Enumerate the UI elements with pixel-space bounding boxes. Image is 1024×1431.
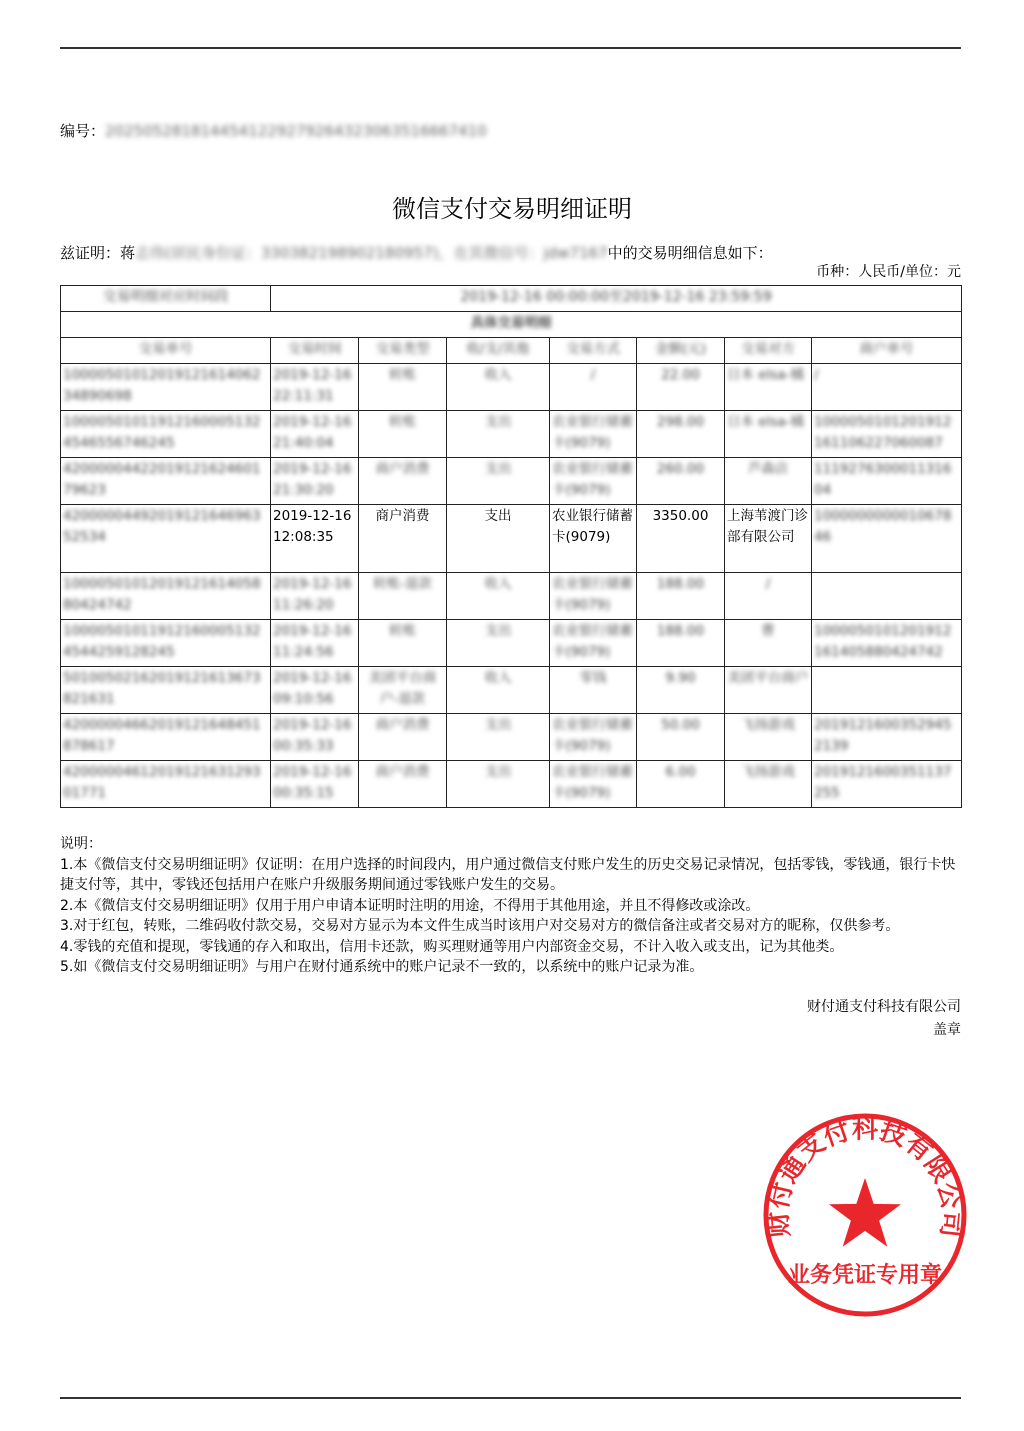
table-cell: 22.00 bbox=[637, 364, 725, 411]
table-cell: 188.00 bbox=[637, 620, 725, 667]
table-cell: 260.00 bbox=[637, 458, 725, 505]
table-cell: 2019-12-16 21:30:20 bbox=[271, 458, 359, 505]
table-cell: 美团平台商户-退款 bbox=[359, 667, 447, 714]
table-cell: 3350.00 bbox=[637, 505, 725, 573]
table-cell: 农业银行储蓄卡(9079) bbox=[550, 714, 637, 761]
table-cell: 188.00 bbox=[637, 573, 725, 620]
note-item: 3.对于红包，转账，二维码收付款交易，交易对方显示为本文件生成当时该用户对交易对方的微信备注或者交易对方的昵称，仅供参考。 bbox=[60, 918, 900, 934]
table-row bbox=[61, 458, 962, 505]
seal-label: 盖章 bbox=[933, 1022, 961, 1038]
table-cell: 6.00 bbox=[637, 761, 725, 808]
table-cell: 商户消费 bbox=[359, 714, 447, 761]
notes-section bbox=[60, 834, 965, 978]
table-cell: 2019-12-16 00:35:15 bbox=[271, 761, 359, 808]
table-cell: 收入 bbox=[447, 364, 550, 411]
table-cell: 4200000449201912164696352534 bbox=[61, 505, 271, 573]
table-header-row bbox=[61, 338, 962, 364]
table-row bbox=[61, 667, 962, 714]
table-cell: 1000050101191216000513245465567462​45 bbox=[61, 411, 271, 458]
intro-suffix: 中的交易明细信息如下： bbox=[607, 244, 773, 262]
table-cell: 4200000466201912164845187861​7 bbox=[61, 714, 271, 761]
note-item: 5.如《微信支付交易明细证明》与用户在财付通系统中的账户记录不一致的，以系统中的账户记录为准。 bbox=[60, 959, 704, 975]
table-cell: 日本 elsa-橘 bbox=[725, 364, 812, 411]
seal-star bbox=[829, 1178, 901, 1247]
table-cell: 支出 bbox=[447, 761, 550, 808]
column-header: 交易方式 bbox=[550, 338, 637, 364]
table-cell: 2019-12-16 11:26:20 bbox=[271, 573, 359, 620]
table-cell: 商户消费 bbox=[359, 458, 447, 505]
transaction-table bbox=[60, 285, 962, 808]
table-cell: 2019-12-16 09:10:56 bbox=[271, 667, 359, 714]
table-row bbox=[61, 714, 962, 761]
table-cell: 4200000461201912163129301771 bbox=[61, 761, 271, 808]
table-cell: 1000050101201912161406234890698 bbox=[61, 364, 271, 411]
column-header: 交易单号 bbox=[61, 338, 271, 364]
seal-ring-text: 财付通支付科技有限公司 bbox=[763, 1114, 967, 1239]
table-cell: 1000050101191216000513245442591282​45 bbox=[61, 620, 271, 667]
table-cell: 2019121600351137255 bbox=[812, 761, 962, 808]
table-cell: / bbox=[812, 364, 962, 411]
table-cell: 5010050216201912161367382163​1 bbox=[61, 667, 271, 714]
table-row bbox=[61, 573, 962, 620]
table-cell: 农业银行储蓄卡(9079) bbox=[550, 573, 637, 620]
table-cell: 曹 bbox=[725, 620, 812, 667]
bottom-rule bbox=[60, 1397, 961, 1399]
table-cell: 商户消费 bbox=[359, 761, 447, 808]
table-cell: 4200000442201912162460179623 bbox=[61, 458, 271, 505]
column-header: 收/支/其他 bbox=[447, 338, 550, 364]
table-cell: 1000050101201912161106227060087 bbox=[812, 411, 962, 458]
table-cell: 收入 bbox=[447, 573, 550, 620]
note-item: 2.本《微信支付交易明细证明》仅用于用户申请本证明时注明的用途，不得用于其他用途，并且不得修改或涂改。 bbox=[60, 897, 760, 914]
table-cell: 上海苇渡门诊部有限公司 bbox=[725, 505, 812, 573]
serial-value: 20250528181445412292792643230635166674​10 bbox=[105, 122, 487, 140]
table-cell: 转账 bbox=[359, 620, 447, 667]
table-cell: 农业银行储蓄卡(9079) bbox=[550, 620, 637, 667]
issuer-company: 财付通支付科技有限公司 bbox=[807, 999, 961, 1015]
table-row bbox=[61, 411, 962, 458]
table-cell: 50.00 bbox=[637, 714, 725, 761]
currency-unit: 币种：人民币/单位：元 bbox=[816, 264, 961, 280]
table-cell: 20191216003529452139 bbox=[812, 714, 962, 761]
table-row bbox=[61, 620, 962, 667]
table-cell: 2019-12-16 00:35:33 bbox=[271, 714, 359, 761]
table-cell: 2019-12-16 21:40:04 bbox=[271, 411, 359, 458]
column-header: 商户单号 bbox=[812, 338, 962, 364]
table-cell: 农业银行储蓄卡(9079) bbox=[550, 505, 637, 573]
table-row-highlighted bbox=[61, 505, 962, 573]
document-title: 微信支付交易明细证明 bbox=[392, 195, 632, 223]
table-cell: 2019-12-16 12:08:35 bbox=[271, 505, 359, 573]
table-cell: / bbox=[550, 364, 637, 411]
intro-prefix: 兹证明：蒋 bbox=[60, 244, 136, 262]
table-cell: 美团平台商户 bbox=[725, 667, 812, 714]
table-cell: 飞扬游戏 bbox=[725, 761, 812, 808]
table-cell: / bbox=[725, 573, 812, 620]
table-cell: 10000000000106​7846 bbox=[812, 505, 962, 573]
seal-bottom-text: 业务凭证专用章 bbox=[787, 1262, 943, 1288]
note-item: 4.零钱的充值和提现，零钱通的存入和取出，信用卡还款，购买理财通等用户内部资金交易，不计入收入或支出，记为其他类。 bbox=[60, 938, 844, 955]
table-cell: 支出 bbox=[447, 620, 550, 667]
table-cell: 农业银行储蓄卡(9079) bbox=[550, 761, 637, 808]
table-subtitle-row bbox=[61, 312, 962, 338]
table-cell: 支出 bbox=[447, 714, 550, 761]
serial-label: 编号： bbox=[60, 122, 106, 140]
table-cell: 支出 bbox=[447, 505, 550, 573]
table-cell: 1119276300011316​04 bbox=[812, 458, 962, 505]
notes-heading: 说明： bbox=[60, 836, 102, 852]
table-cell: 芦森店 bbox=[725, 458, 812, 505]
time-range-label: 交易明细对应时间段 bbox=[61, 286, 271, 312]
serial-number bbox=[60, 121, 487, 141]
table-cell: 转账-退款 bbox=[359, 573, 447, 620]
column-header: 交易对方 bbox=[725, 338, 812, 364]
table-cell: 2019-12-16 22:11:31 bbox=[271, 364, 359, 411]
table-cell: 转账 bbox=[359, 411, 447, 458]
table-cell bbox=[812, 667, 962, 714]
table-cell: 商户消费 bbox=[359, 505, 447, 573]
table-cell: 2019-12-16 11:24:56 bbox=[271, 620, 359, 667]
table-cell: 298.00 bbox=[637, 411, 725, 458]
table-cell: 农业银行储蓄卡(9079) bbox=[550, 458, 637, 505]
column-header: 金额(元) bbox=[637, 338, 725, 364]
top-rule bbox=[60, 47, 961, 49]
table-row bbox=[61, 761, 962, 808]
table-cell: 收入 bbox=[447, 667, 550, 714]
table-cell: 支出 bbox=[447, 411, 550, 458]
table-cell: 9.90 bbox=[637, 667, 725, 714]
table-cell: 支出 bbox=[447, 458, 550, 505]
table-cell: 零钱 bbox=[550, 667, 637, 714]
table-cell: 1000050101201912161405880424742 bbox=[61, 573, 271, 620]
table-cell: 农业银行储蓄卡(9079) bbox=[550, 411, 637, 458]
table-cell: 飞扬游戏 bbox=[725, 714, 812, 761]
time-range-value: 2019-12-16 00:00:00至2019-12-16 23:59:59 bbox=[271, 286, 962, 312]
intro-hidden-identity: 志伟(居民身份证：330382198902180957)，在其微信号：jdw7167 bbox=[135, 244, 608, 262]
note-item: 1.本《微信支付交易明细证明》仅证明：在用户选择的时间段内，用户通过微信支付账户发生的历史交易记录情况，包括零钱，零钱通，银行卡快捷支付等，其中，零钱还包括用户在账户升级服务期间通过零钱账户发生的交易。 bbox=[60, 856, 956, 893]
table-subtitle: 具体交易明细 bbox=[61, 312, 962, 338]
table-row bbox=[61, 364, 962, 411]
official-seal-stamp-icon bbox=[760, 1110, 970, 1320]
table-cell: 1000050101201912161405880424742 bbox=[812, 620, 962, 667]
column-header: 交易类型 bbox=[359, 338, 447, 364]
table-cell: 转账 bbox=[359, 364, 447, 411]
table-cell bbox=[812, 573, 962, 620]
column-header: 交易时间 bbox=[271, 338, 359, 364]
time-range-row bbox=[61, 286, 962, 312]
table-cell: 日本 elsa-橘 bbox=[725, 411, 812, 458]
intro-statement bbox=[60, 243, 773, 263]
